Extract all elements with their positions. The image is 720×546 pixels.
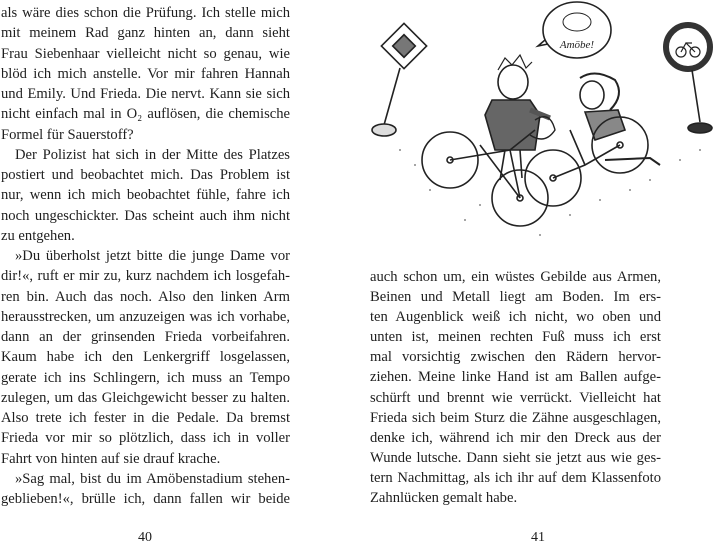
text-line: Frieda sich beim Sturz die Zähne ausgeschlagen,	[370, 409, 661, 426]
text-line: Frau Siebenhaar vielleicht nicht so genau, wie	[1, 45, 290, 62]
text-line: Kaum habe ich den Lenkergriff losgelassen,	[1, 349, 290, 366]
bicycle-crash-illustration	[370, 0, 720, 250]
priority-road-sign	[372, 23, 427, 136]
text-line: gerate ich ins Schlingern, ich muss an Tempo	[1, 369, 290, 386]
text-line: unten ist, meinen rechten Fuß muss ich erst	[370, 329, 661, 346]
text-line: dir!«, ruft er mir zu, kurz nachdem ich losgefah-	[1, 268, 290, 285]
text-line: denke ich, während ich mir den Dreck aus der	[370, 429, 661, 446]
text-line: Beinen und Metall liegt am Boden. Im ers-	[370, 289, 661, 306]
text-line: »Du überholst jetzt bitte die junge Dame vor	[15, 248, 290, 264]
text-line: ren bin. Auch das noch. Also den linken Arm	[1, 288, 290, 305]
text-line: »Sag mal, bist du im Amöbenstadium stehen-	[15, 470, 290, 487]
text-line: Der Polizist hat sich in der Mitte des Platzes	[15, 146, 290, 163]
text-line: zulegen, um das Gleichgewicht besser zu halten.	[1, 389, 290, 406]
left-page-text	[1, 3, 290, 509]
text-line: Fahrt von hinten auf sie drauf krache.	[1, 450, 221, 467]
text-line: zu entgehen.	[1, 227, 75, 244]
text-line: noch ungeschickter. Das scheint auch ihm nicht	[1, 207, 290, 224]
text-line: Wunde lutsche. Dann sieht sie jetzt aus wie ges-	[370, 449, 661, 466]
page-number-left: 40	[138, 530, 152, 545]
text-line: ten Augenblick weiß ich nicht, wo oben und	[370, 309, 661, 326]
text-line: postiert und beobachtet mich. Das Problem ist	[1, 167, 290, 183]
text-line: Also trete ich fester in die Pedale. Da bremst	[1, 410, 290, 426]
bicycle-only-sign	[666, 25, 712, 133]
text-line: und Emily. Und Frieda. Die nervt. Kann sie sich	[1, 86, 290, 102]
text-line: schürft und brennt wie verrückt. Vielleicht hat	[370, 389, 661, 406]
text-line: auch schon um, ein wüstes Gebilde aus Armen,	[370, 269, 661, 285]
page-number-right: 41	[531, 530, 545, 545]
speech-bubble	[538, 2, 611, 58]
right-page-text	[370, 267, 661, 508]
text-line: geblieben!«, brülle ich, dann fallen wir beide	[1, 491, 290, 507]
text-line: blöd ich mich anstelle. Vor mir fahren Hannah	[1, 65, 290, 82]
text-line: tern Nachmittag, als ich ihr auf dem Klassenfoto	[370, 469, 661, 486]
text-line: Zahnlücken gemalt habe.	[370, 490, 518, 507]
text-line: mal vorsichtig zwischen den Rädern hervor-	[370, 349, 661, 366]
text-line: herausstrecken, um anzuzeigen was ich vorhabe,	[1, 308, 290, 325]
text-line: nicht einfach mal in O₂ auflösen, die chemische	[1, 106, 290, 123]
text-line: dann an der grinsenden Frieda vorbeifahren.	[1, 329, 290, 345]
text-line: als wäre dies schon die Prüfung. Ich stelle mich	[1, 5, 290, 21]
text-line: mit meinem Rad ganz hinten an, dann sieht	[1, 25, 290, 42]
text-line: Formel für Sauerstoff?	[1, 126, 134, 143]
text-line: Frieda vor mir so plötzlich, dass ich in voller	[1, 430, 290, 447]
text-line: ziehen. Meine linke Hand ist am Ballen aufge-	[370, 369, 661, 386]
text-line: nur, wenn ich mich beobachtet fühle, fahre ich	[1, 187, 290, 204]
speech-bubble-text: Amöbe!	[559, 39, 595, 51]
